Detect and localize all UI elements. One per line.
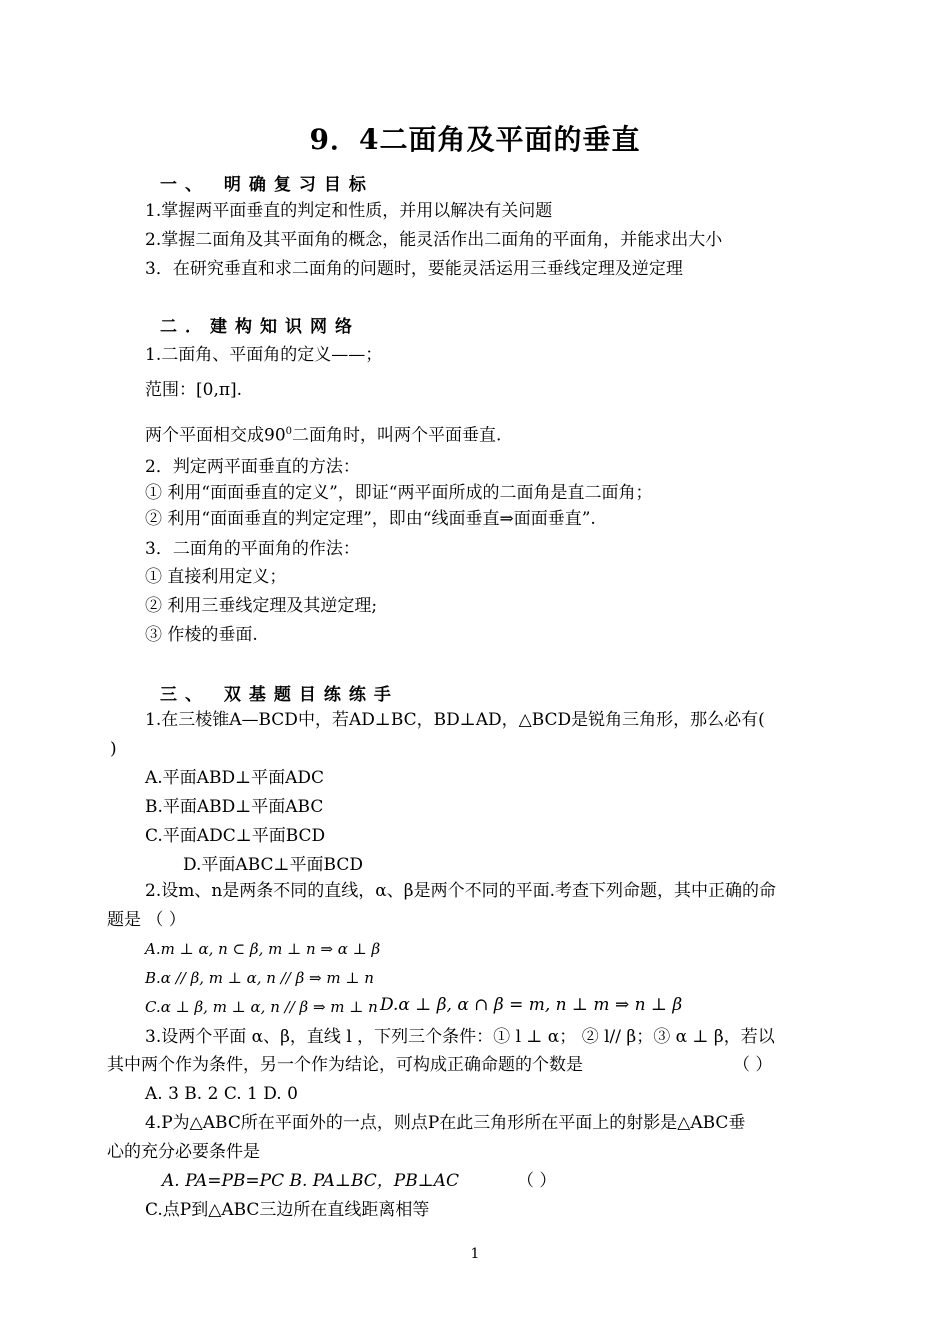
goal-3: 3．在研究垂直和求二面角的问题时，要能灵活运用三垂线定理及逆定理 <box>145 259 683 279</box>
goal-2: 2.掌握二面角及其平面角的概念，能灵活作出二面角的平面角，并能求出大小 <box>145 230 723 250</box>
page-number: 1 <box>470 1246 480 1262</box>
q1-stem: 1.在三棱锥A—BCD中，若AD⊥BC，BD⊥AD，△BCD是锐角三角形，那么必有( <box>145 710 765 730</box>
q1-option-c: C.平面ADC⊥平面BCD <box>145 826 326 846</box>
q2-option-d: D.α ⊥ β, α ∩ β = m, n ⊥ m ⇒ n ⊥ β <box>380 995 683 1015</box>
q2-option-a: A.m ⊥ α, n ⊂ β, m ⊥ n ⇒ α ⊥ β <box>145 940 381 958</box>
q1-option-b: B.平面ABD⊥平面ABC <box>145 797 324 817</box>
q2-option-b: B.α // β, m ⊥ α, n // β ⇒ m ⊥ n <box>145 969 374 987</box>
knowledge-3: 3．二面角的平面角的作法： <box>145 539 360 559</box>
knowledge-1: 1.二面角、平面角的定义——； <box>145 345 383 365</box>
knowledge-perpendicular-definition: 两个平面相交成$90^0$二面角时，叫两个平面垂直. <box>145 425 502 446</box>
knowledge-3a: ① 直接利用定义； <box>145 567 287 587</box>
section-heading-goals: 一、 明确复习目标 <box>160 175 374 195</box>
q2-stem-2: 题是 （ ） <box>107 910 186 930</box>
q1-stem-end: ) <box>110 739 117 759</box>
q3-answer-paren: （ ） <box>733 1055 773 1075</box>
q2-option-c: C.α ⊥ β, m ⊥ α, n // β ⇒ m ⊥ n <box>145 998 378 1016</box>
q2-stem: 2.设m、n是两条不同的直线，α、β是两个不同的平面.考查下列命题，其中正确的命 <box>145 881 776 901</box>
knowledge-range: 范围：[0,π]. <box>145 380 243 400</box>
q1-option-a: A.平面ABD⊥平面ADC <box>145 768 324 788</box>
knowledge-2a: ① 利用“面面垂直的定义”，即证“两平面所成的二面角是直二面角； <box>145 483 653 503</box>
q4-stem-2: 心的充分必要条件是 <box>107 1142 260 1162</box>
q3-stem-2: 其中两个作为条件，另一个作为结论，可构成正确命题的个数是 <box>107 1055 583 1075</box>
section-heading-knowledge: 二．建构知识网络 <box>160 317 360 337</box>
q4-option-c: C.点P到△ABC三边所在直线距离相等 <box>145 1200 430 1220</box>
knowledge-3b: ② 利用三垂线定理及其逆定理; <box>145 596 378 616</box>
q1-option-d: D.平面ABC⊥平面BCD <box>183 855 363 875</box>
knowledge-3c: ③ 作棱的垂面. <box>145 625 258 645</box>
q4-options-ab: A. PA=PB=PC B. PA⊥BC，PB⊥AC <box>162 1171 459 1191</box>
q3-stem: 3.设两个平面 α、β，直线 l ，下列三个条件：① l ⊥ α； ② l// β；③ α ⊥ β，若以 <box>145 1027 775 1047</box>
q3-options: A. 3 B. 2 C. 1 D. 0 <box>145 1084 298 1104</box>
goal-1: 1.掌握两平面垂直的判定和性质，并用以解决有关问题 <box>145 201 553 221</box>
knowledge-2b: ② 利用“面面垂直的判定定理”，即由“线面垂直⇒面面垂直”. <box>145 509 596 529</box>
section-heading-exercises: 三、 双基题目练练手 <box>160 685 399 705</box>
q4-stem: 4.P为△ABC所在平面外的一点，则点P在此三角形所在平面上的射影是△ABC垂 <box>145 1113 746 1133</box>
q4-answer-paren: （ ） <box>517 1171 557 1191</box>
knowledge-2: 2．判定两平面垂直的方法： <box>145 457 360 477</box>
page-title: 9．4二面角及平面的垂直 <box>309 123 641 156</box>
